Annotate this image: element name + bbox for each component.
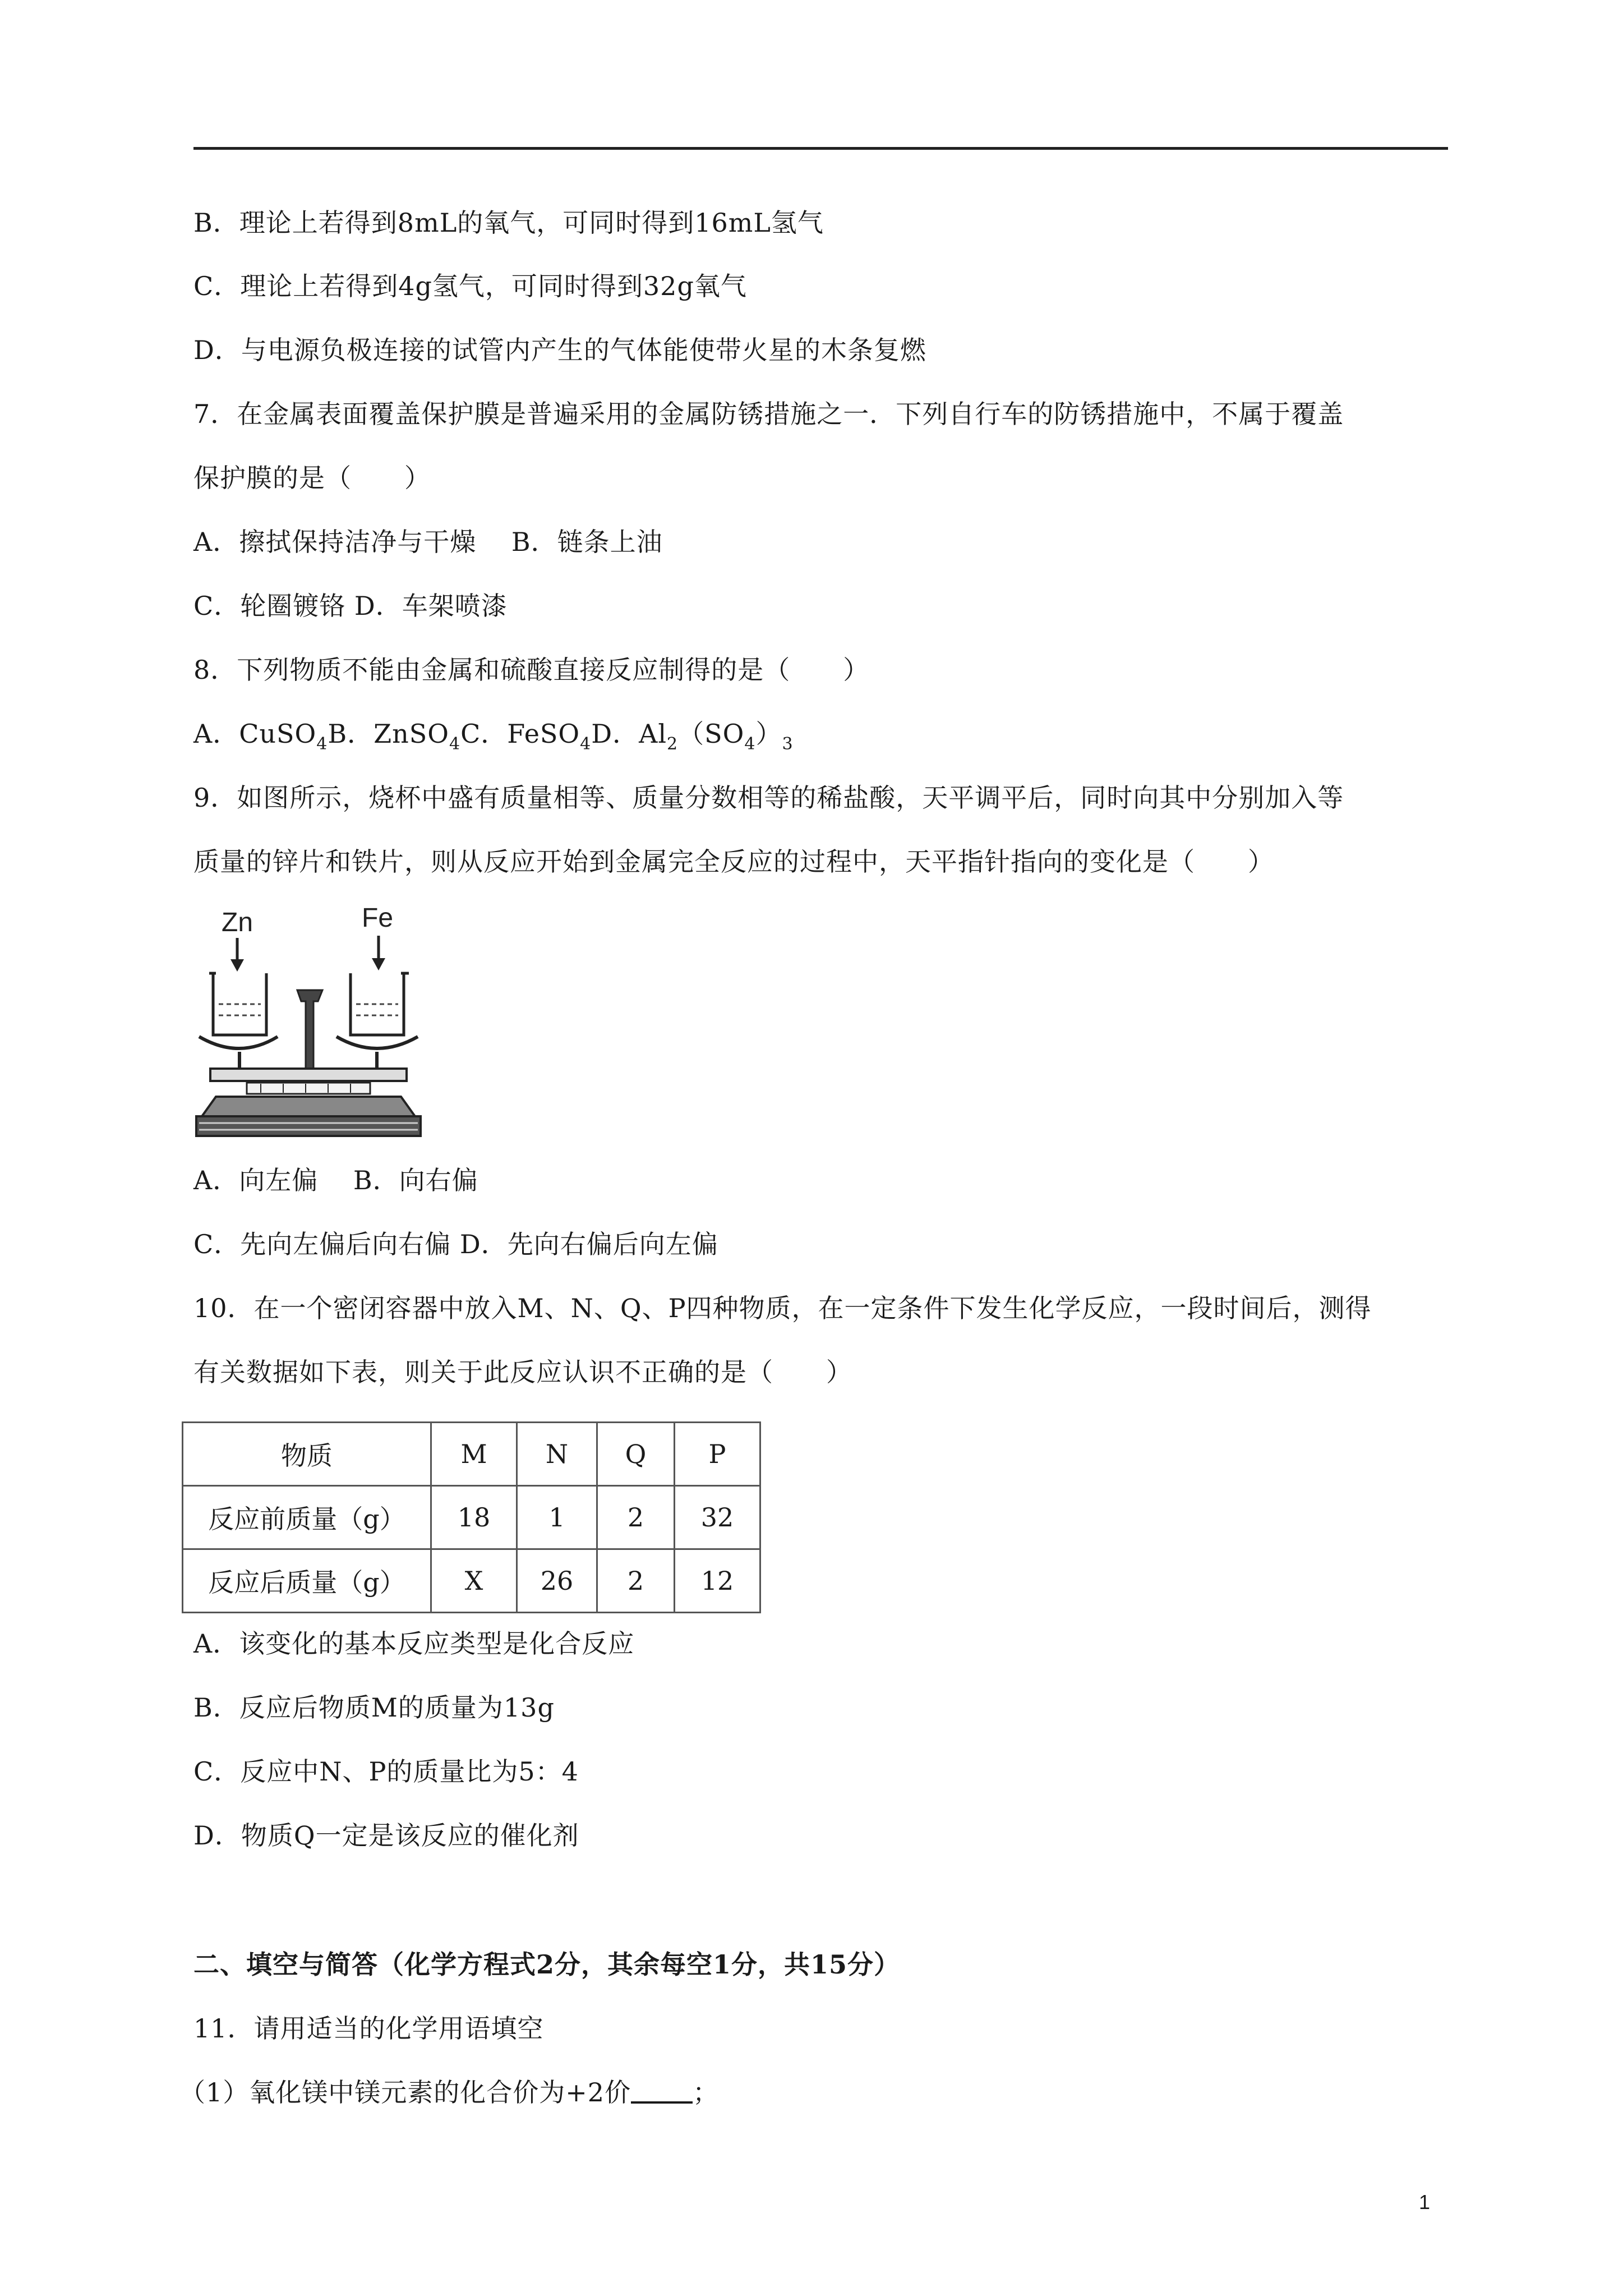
q8-stem: 8．下列物质不能由金属和硫酸直接反应制得的是（ ） — [193, 655, 870, 685]
left-pan — [199, 1037, 278, 1048]
table-cell: 26 — [517, 1549, 597, 1613]
header-rule — [193, 147, 1448, 150]
table-cell: P — [675, 1423, 760, 1486]
table-cell: 32 — [675, 1486, 760, 1549]
q6-option-b: B．理论上若得到8mL的氧气，可同时得到16mL氢气 — [193, 208, 824, 238]
q8-option-a: A．CuSO$_4$ — [193, 719, 328, 754]
q11-part1: （1）氧化镁中镁元素的化合价为+2价 ； — [179, 2077, 720, 2108]
table-row — [183, 1486, 760, 1549]
q9-stem-line1: 9．如图所示，烧杯中盛有质量相等、质量分数相等的稀盐酸，天平调平后，同时向其中分别加入等 — [193, 783, 1344, 813]
table-cell: M — [431, 1423, 517, 1486]
q9-options-ab: A．向左偏 B．向右偏 — [193, 1165, 478, 1195]
q10-option-c: C．反应中N、P的质量比为5：4 — [193, 1756, 579, 1787]
table-row — [183, 1549, 760, 1613]
q8-options — [193, 716, 794, 756]
q8-option-c: C．FeSO$_4$ — [460, 719, 592, 754]
q11-stem: 11．请用适当的化学用语填空 — [193, 2013, 544, 2044]
q6-option-d: D．与电源负极连接的试管内产生的气体能使带火星的木条复燃 — [193, 335, 926, 365]
section-2-heading: 二、填空与简答（化学方程式2分，其余每空1分，共15分） — [193, 1949, 901, 1980]
table-cell: N — [517, 1423, 597, 1486]
table-cell: Q — [597, 1423, 675, 1486]
q10-stem-line1: 10．在一个密闭容器中放入M、N、Q、P四种物质，在一定条件下发生化学反应，一段时间后，测得 — [193, 1293, 1372, 1323]
table-cell: 18 — [431, 1486, 517, 1549]
balance-base — [202, 1097, 415, 1116]
table-cell: 反应前质量（g） — [183, 1486, 431, 1549]
q7-options-cd: C．轮圈镀铬 D．车架喷漆 — [193, 591, 508, 621]
q8-option-d: D．$Al_2(SO_4)_3$ — [591, 719, 794, 754]
q7-options-ab: A．擦拭保持洁净与干燥 B．链条上油 — [193, 527, 663, 557]
q8-option-b: B．ZnSO$_4$ — [328, 719, 461, 754]
table-cell: 2 — [597, 1549, 675, 1613]
table-header-row — [183, 1423, 760, 1486]
page-number: 1 — [1419, 2191, 1431, 2214]
table-cell: X — [431, 1549, 517, 1613]
q10-option-a: A．该变化的基本反应类型是化合反应 — [193, 1628, 635, 1659]
fe-label: Fe — [362, 903, 394, 933]
pointer-post — [297, 990, 322, 1071]
table-cell: 12 — [675, 1549, 760, 1613]
q10-option-d: D．物质Q一定是该反应的催化剂 — [193, 1820, 579, 1851]
q10-option-b: B．反应后物质M的质量为13g — [193, 1692, 555, 1723]
q7-stem-line2: 保护膜的是（ ） — [193, 463, 431, 493]
answer-blank[interactable] — [631, 2077, 693, 2104]
q10-stem-line2: 有关数据如下表，则关于此反应认识不正确的是（ ） — [193, 1357, 852, 1387]
balance-beam — [210, 1069, 407, 1081]
scale-ruler — [247, 1083, 370, 1094]
q9-stem-line2: 质量的锌片和铁片，则从反应开始到金属完全反应的过程中，天平指针指向的变化是（ ） — [193, 846, 1274, 877]
zn-arrowhead-icon — [230, 959, 244, 972]
table-cell: 1 — [517, 1486, 597, 1549]
q7-stem-line1: 7．在金属表面覆盖保护膜是普遍采用的金属防锈措施之一．下列自行车的防锈措施中，不属于覆盖 — [193, 399, 1344, 429]
table-cell: 反应后质量（g） — [183, 1549, 431, 1613]
fe-arrowhead-icon — [372, 958, 385, 970]
right-pan — [336, 1037, 418, 1048]
q6-option-c: C．理论上若得到4g氢气，可同时得到32g氧气 — [193, 271, 747, 301]
table-cell: 2 — [597, 1486, 675, 1549]
balance-figure — [193, 903, 429, 1144]
q10-data-table — [182, 1421, 761, 1613]
zn-label: Zn — [222, 908, 253, 937]
q9-options-cd: C．先向左偏后向右偏 D．先向右偏后向左偏 — [193, 1229, 718, 1259]
table-cell: 物质 — [183, 1423, 431, 1486]
